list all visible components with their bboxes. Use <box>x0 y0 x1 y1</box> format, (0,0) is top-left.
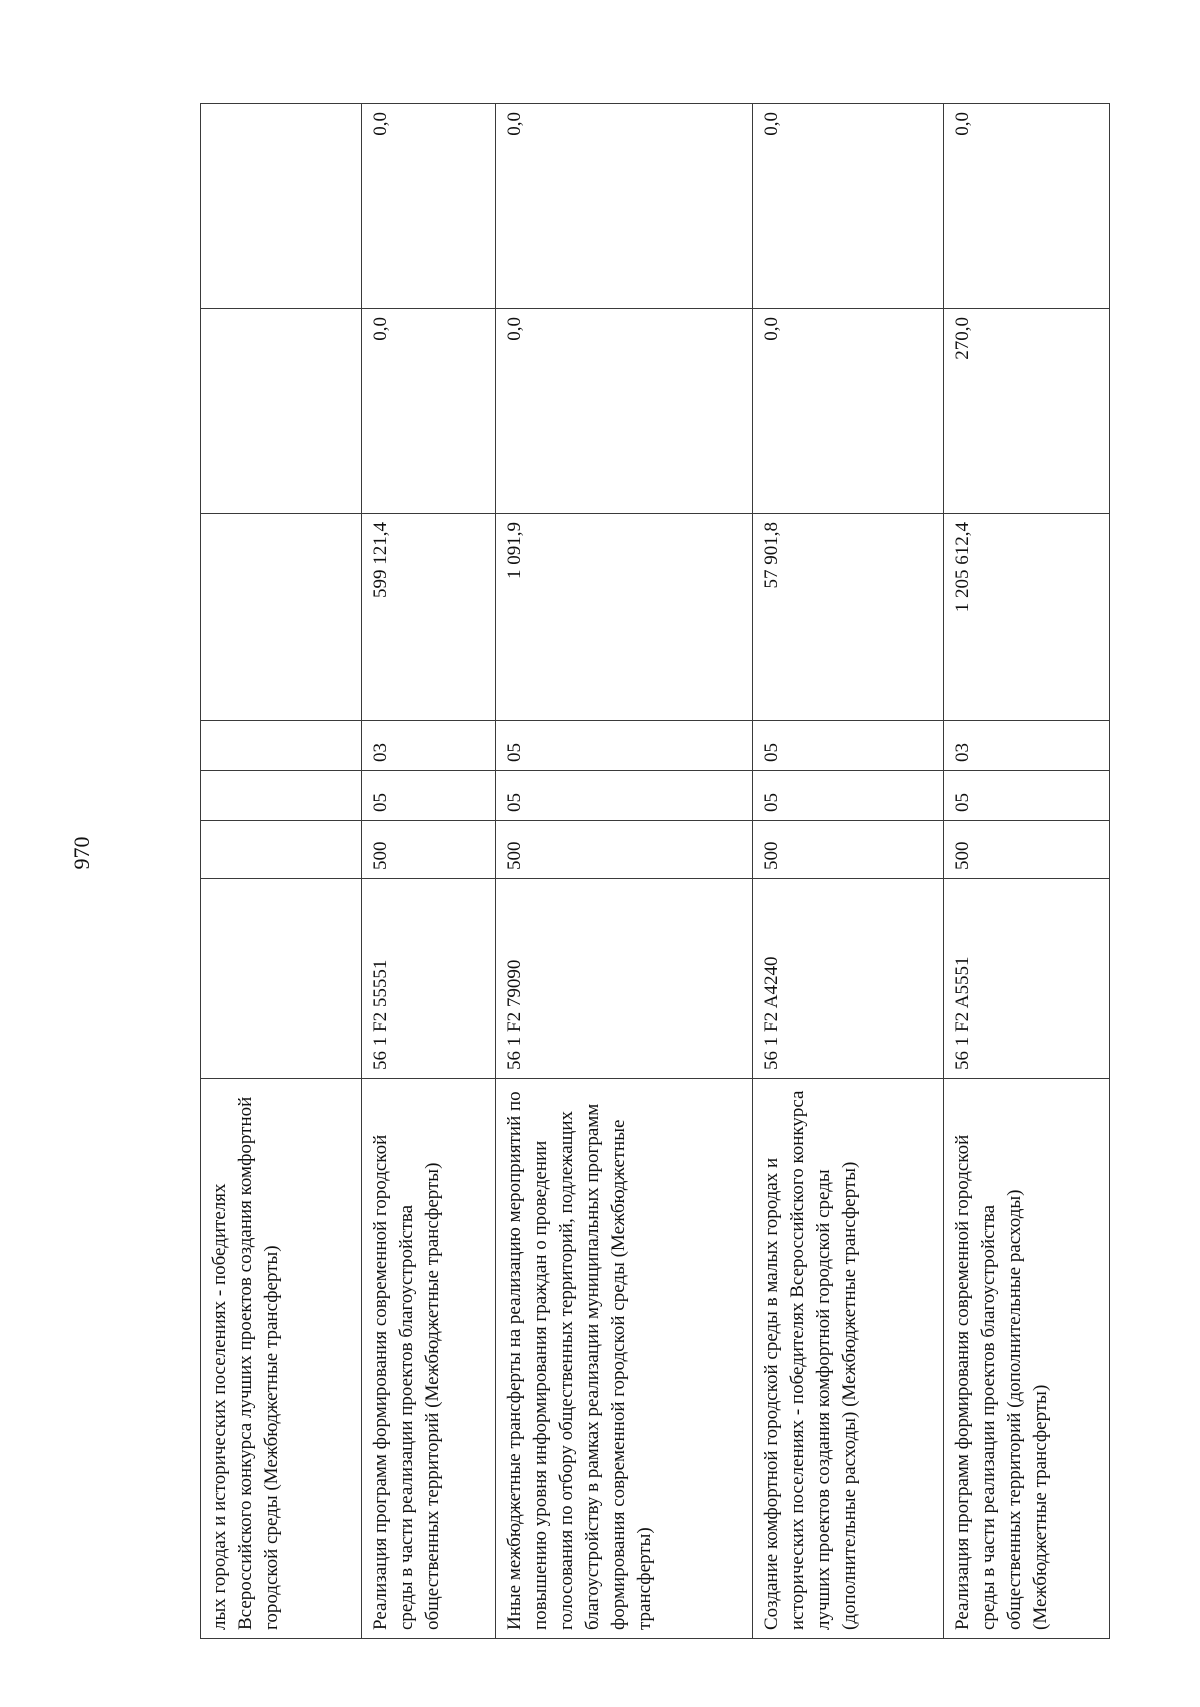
row-description: лых городах и исторических поселениях - победителях Всероссийского конкурса лучших проектов создания комфортной городской среды (Межбюджетные трансферты) <box>201 1079 362 1639</box>
budget-table-container <box>200 104 1110 1639</box>
expense-type-code: 500 <box>362 821 496 879</box>
subsection-code: 03 <box>362 721 496 771</box>
row-description: Иные межбюджетные трансферты на реализацию мероприятий по повышению уровня информирования граждан о проведении голосования по отбору общественных территорий, подлежащих благоустройству в рамках реализации муниципальных программ формирования современной городской среды (Межбюджетные трансферты) <box>495 1079 752 1639</box>
amount-year-3 <box>201 104 362 309</box>
subsection-code: 03 <box>943 721 1109 771</box>
amount-year-3: 0,0 <box>943 104 1109 309</box>
target-article-code: 56 1 F2 A5551 <box>943 879 1109 1079</box>
expense-type-code: 500 <box>752 821 943 879</box>
subsection-code <box>201 721 362 771</box>
table-row <box>362 104 496 1639</box>
amount-year-1: 57 901,8 <box>752 514 943 721</box>
table-row <box>943 104 1109 1639</box>
row-description: Реализация программ формирования современной городской среды в части реализации проектов благоустройства общественных территорий (Межбюджетные трансферты) <box>362 1079 496 1639</box>
amount-year-2: 0,0 <box>362 309 496 514</box>
target-article-code: 56 1 F2 A4240 <box>752 879 943 1079</box>
expense-type-code: 500 <box>943 821 1109 879</box>
expense-type-code <box>201 821 362 879</box>
amount-year-2 <box>201 309 362 514</box>
amount-year-2: 0,0 <box>495 309 752 514</box>
page-number: 970 <box>69 836 94 870</box>
budget-table <box>200 103 1110 1639</box>
subsection-code: 05 <box>752 721 943 771</box>
section-code: 05 <box>495 771 752 821</box>
amount-year-3: 0,0 <box>362 104 496 309</box>
section-code: 05 <box>752 771 943 821</box>
amount-year-3: 0,0 <box>752 104 943 309</box>
amount-year-2: 0,0 <box>752 309 943 514</box>
section-code <box>201 771 362 821</box>
amount-year-1: 1 205 612,4 <box>943 514 1109 721</box>
amount-year-1: 599 121,4 <box>362 514 496 721</box>
section-code: 05 <box>943 771 1109 821</box>
amount-year-1: 1 091,9 <box>495 514 752 721</box>
amount-year-1 <box>201 514 362 721</box>
table-row <box>495 104 752 1639</box>
amount-year-3: 0,0 <box>495 104 752 309</box>
row-description: Создание комфортной городской среды в малых городах и исторических поселениях - победителях Всероссийского конкурса лучших проектов создания комфортной городской среды (дополнительные расходы) (Межбюджетные трансферты) <box>752 1079 943 1639</box>
table-row <box>752 104 943 1639</box>
section-code: 05 <box>362 771 496 821</box>
target-article-code <box>201 879 362 1079</box>
table-row <box>201 104 362 1639</box>
row-description: Реализация программ формирования современной городской среды в части реализации проектов благоустройства общественных территорий (дополнительные расходы) (Межбюджетные трансферты) <box>943 1079 1109 1639</box>
target-article-code: 56 1 F2 79090 <box>495 879 752 1079</box>
target-article-code: 56 1 F2 55551 <box>362 879 496 1079</box>
subsection-code: 05 <box>495 721 752 771</box>
amount-year-2: 270,0 <box>943 309 1109 514</box>
expense-type-code: 500 <box>495 821 752 879</box>
rotated-landscape-table <box>200 104 1110 1639</box>
